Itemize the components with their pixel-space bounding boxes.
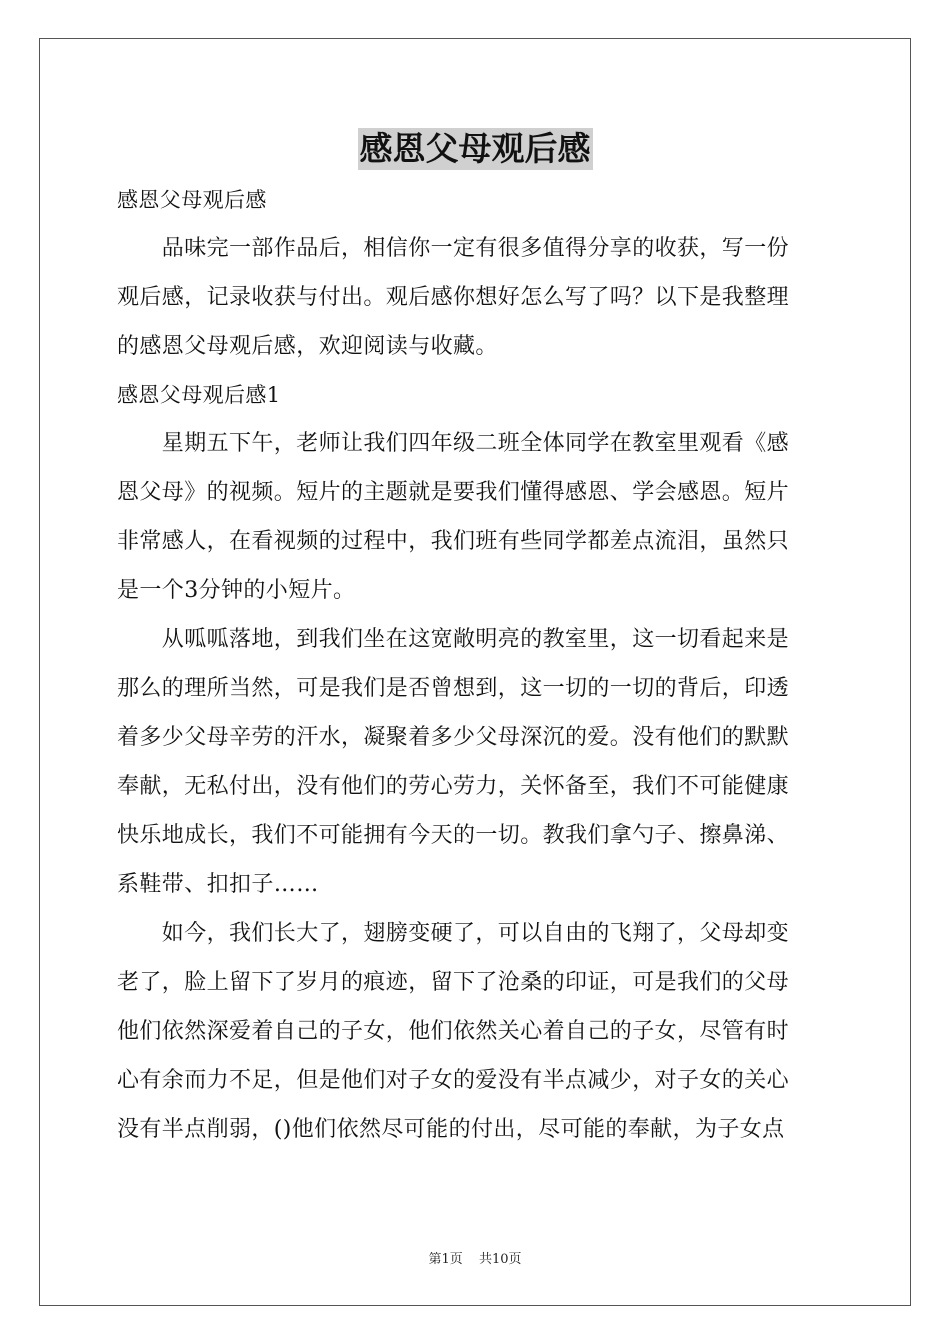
body-line: 星期五下午，老师让我们四年级二班全体同学在教室里观看《感 <box>117 431 790 456</box>
body-line: 他们依然深爱着自己的子女，他们依然关心着自己的子女，尽管有时 <box>117 1019 790 1044</box>
subtitle-line: 感恩父母观后感 <box>117 188 267 212</box>
document-body <box>117 176 833 1154</box>
body-line: 如今，我们长大了，翅膀变硬了，可以自由的飞翔了，父母却变 <box>117 921 790 946</box>
document-title: 感恩父母观后感 <box>359 129 591 168</box>
title-container <box>0 128 950 170</box>
section-heading: 感恩父母观后感1 <box>117 383 281 407</box>
body-line: 是一个3分钟的小短片。 <box>117 578 356 603</box>
page-number: 第1页 <box>428 1252 463 1267</box>
body-line: 快乐地成长，我们不可能拥有今天的一切。教我们拿勺子、擦鼻涕、 <box>117 823 790 848</box>
body-line: 品味完一部作品后，相信你一定有很多值得分享的收获，写一份 <box>117 236 790 261</box>
body-line: 着多少父母辛劳的汗水，凝聚着多少父母深沉的爱。没有他们的默默 <box>117 725 790 750</box>
body-line: 从呱呱落地，到我们坐在这宽敞明亮的教室里，这一切看起来是 <box>117 627 790 652</box>
body-line: 心有余而力不足，但是他们对子女的爱没有半点减少，对子女的关心 <box>117 1068 790 1093</box>
body-line: 的感恩父母观后感，欢迎阅读与收藏。 <box>117 334 498 359</box>
page-total: 共10页 <box>478 1252 522 1267</box>
page-footer <box>0 1248 950 1267</box>
body-line: 那么的理所当然，可是我们是否曾想到，这一切的一切的背后，印透 <box>117 676 790 701</box>
body-line: 恩父母》的视频。短片的主题就是要我们懂得感恩、学会感恩。短片 <box>117 480 790 505</box>
body-line: 观后感，记录收获与付出。观后感你想好怎么写了吗？以下是我整理 <box>117 285 790 310</box>
body-line: 没有半点削弱，()他们依然尽可能的付出，尽可能的奉献，为子女点 <box>117 1117 785 1142</box>
body-line: 系鞋带、扣扣子…… <box>117 872 319 897</box>
body-line: 奉献，无私付出，没有他们的劳心劳力，关怀备至，我们不可能健康 <box>117 774 790 799</box>
body-line: 老了，脸上留下了岁月的痕迹，留下了沧桑的印证，可是我们的父母 <box>117 970 790 995</box>
body-line: 非常感人，在看视频的过程中，我们班有些同学都差点流泪，虽然只 <box>117 529 790 554</box>
